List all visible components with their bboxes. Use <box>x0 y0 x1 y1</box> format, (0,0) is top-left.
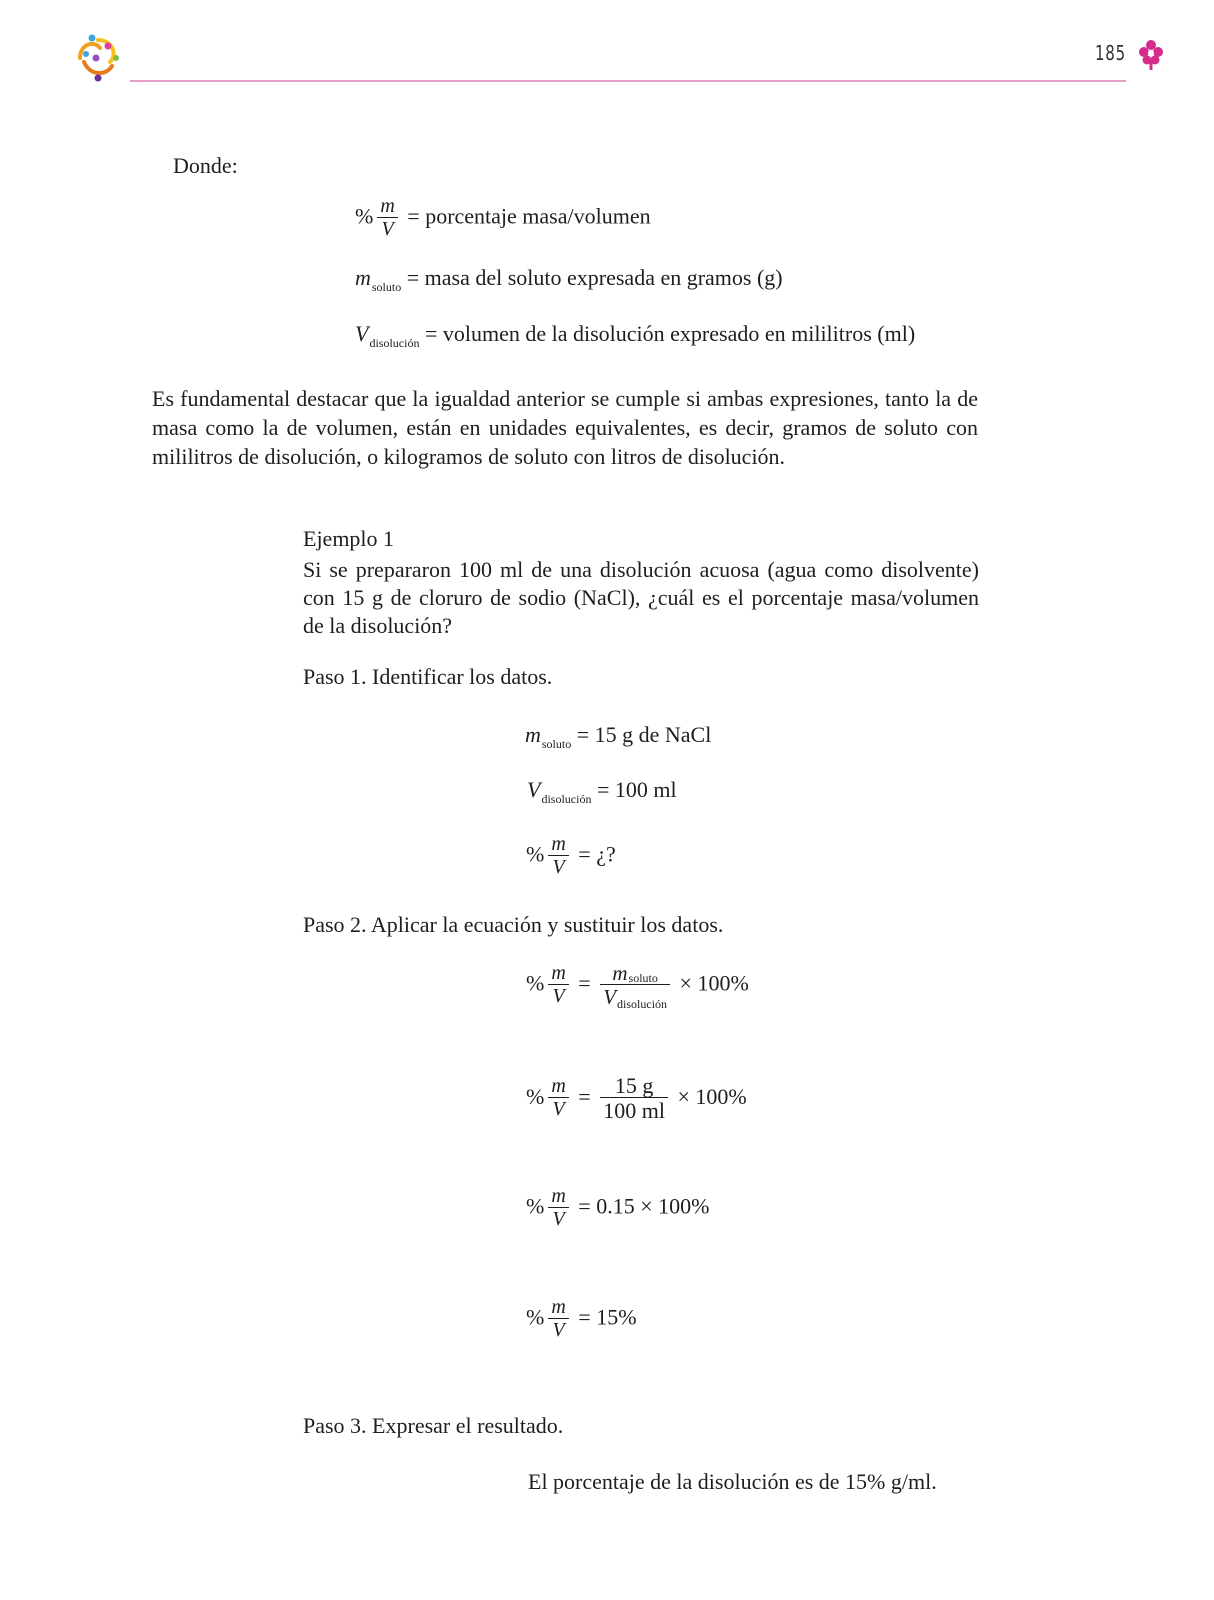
header-rule <box>130 80 1126 82</box>
page-number: 185 <box>1095 41 1126 65</box>
step-1: Paso 1. Identificar los datos. <box>303 664 553 689</box>
publisher-logo-icon <box>72 32 124 84</box>
flower-ornament-icon <box>1138 38 1164 70</box>
result-statement: El porcentaje de la disolución es de 15% g/ml. <box>528 1469 937 1494</box>
fraction-m-over-v: $\frac{m}{V}$ <box>377 196 397 241</box>
definition-mass: $m_{soluto}$ = masa del soluto expresada en gramos (g) <box>355 265 783 294</box>
definition-mass-text: = masa del soluto expresada en gramos (g) <box>406 265 783 290</box>
definition-percent: % $\frac{m}{V}$ = porcentaje masa/volumen <box>355 195 651 240</box>
donde-label: Donde: <box>173 153 238 178</box>
datum-volume: $V_{disolución} = 100$ ml <box>527 777 677 806</box>
definition-volume: $V_{disolución}$ = volumen de la disolución expresado en mililitros (ml) <box>355 321 916 350</box>
step-2: Paso 2. Aplicar la ecuación y sustituir los datos. <box>303 912 724 937</box>
equation-decimal: % $\frac{m}{V}$ = 0.15 × 100% <box>526 1185 710 1230</box>
definition-percent-text: = porcentaje masa/volumen <box>407 203 651 229</box>
definition-volume-text: = volumen de la disolución expresado en mililitros (ml) <box>424 321 916 346</box>
equation-result: % $\frac{m}{V}$ = 15% <box>526 1296 637 1341</box>
equation-general: % $\frac{m}{V}$ = $\frac{\text{msoluto}}{\text{Vdisolución}}$ × 100% <box>526 961 749 1012</box>
datum-mass: $m_{soluto} = 15$ g de NaCl <box>525 722 712 751</box>
step-3: Paso 3. Expresar el resultado. <box>303 1413 564 1438</box>
example-statement: Si se prepararon 100 ml de una disolución acuosa (agua como disolvente) con 15 g de cloruro de sodio (NaCl), ¿cuál es el porcentaje masa/volumen de la disolución? <box>303 557 979 638</box>
body-paragraph: Es fundamental destacar que la igualdad anterior se cumple si ambas expresiones, tanto la de masa como la de volumen, están en unidades equivalentes, es decir, gramos de soluto con mililitros de disolución, o kilogramos de soluto con litros de disolución. <box>152 386 978 469</box>
equation-substitution: % $\frac{m}{V}$ = $\frac{15 g}{100 ml}$ × 100% <box>526 1073 747 1124</box>
datum-percent: % $\frac{m}{V}$ = ¿? <box>526 833 616 878</box>
example-title: Ejemplo 1 <box>303 526 395 551</box>
